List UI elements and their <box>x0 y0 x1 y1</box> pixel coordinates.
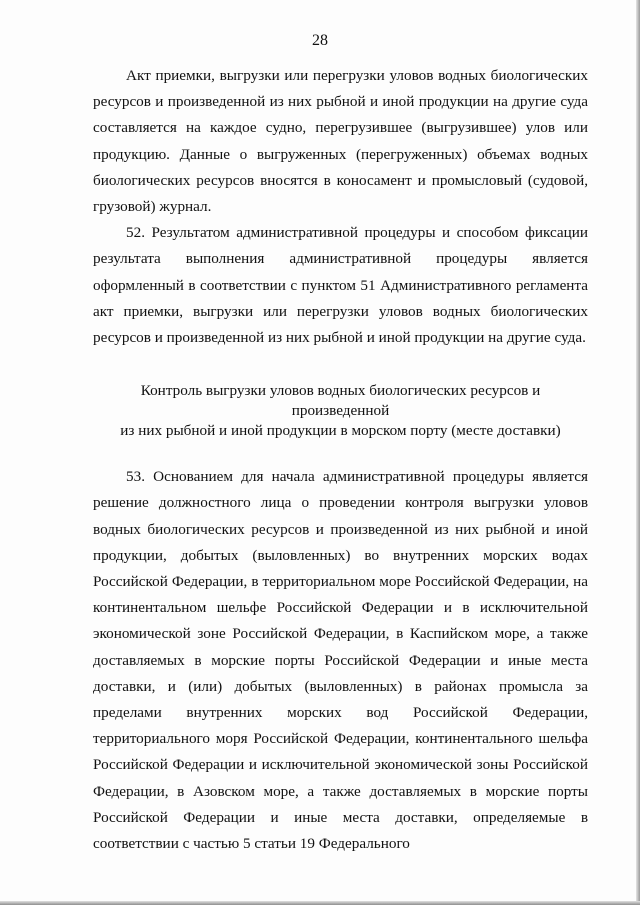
section-heading-line-1: Контроль выгрузки уловов водных биологических ресурсов и произведенной <box>140 382 541 420</box>
scan-edge-shadow-bottom <box>0 901 640 905</box>
section-heading-line-2: из них рыбной и иной продукции в морском порту (месте доставки) <box>120 422 561 440</box>
page-number: 28 <box>312 32 328 49</box>
paragraph-52: 52. Результатом административной процедуры и способом фиксации результата выполнения административной процедуры является оформленный в соответствии с пунктом 51 Административного регламента акт приемки, выгрузки или перегрузки уловов водных биологических ресурсов и произведенной из них рыбной и иной продукции на другие суда. <box>93 224 588 347</box>
section-heading <box>93 381 588 441</box>
document-body <box>93 63 588 857</box>
paragraph-53: 53. Основанием для начала административной процедуры является решение должностного лица о проведении контроля выгрузки уловов водных биологических ресурсов и произведенной из них рыбной и иной продукции, добытых (выловленных) во внутренних морских водах Российской Федерации, в территориальном море Российской Федерации, на континентальном шельфе Российской Федерации и в исключительной экономической зоне Российской Федерации, в Каспийском море, а также доставляемых в морские порты Российской Федерации и иные места доставки, и (или) добытых (выловленных) в районах промысла за пределами внутренних морских вод Российской Федерации, территориального моря Российской Федерации, континентального шельфа Российской Федерации и исключительной экономической зоны Российской Федерации, в Азовском море, а также доставляемых в морские порты Российской Федерации и иные места доставки, определяемые в соответствии с частью 5 статьи 19 Федерального <box>93 468 588 853</box>
paragraph-act-acceptance: Акт приемки, выгрузки или перегрузки уловов водных биологических ресурсов и произведенной из них рыбной и иной продукции на другие суда составляется на каждое судно, перегрузившее (выгрузившее) улов или продукцию. Данные о выгруженных (перегруженных) объемах водных биологических ресурсов вносятся в коносамент и промысловый (судовой, грузовой) журнал. <box>93 67 588 216</box>
scan-edge-shadow-right <box>636 0 640 905</box>
